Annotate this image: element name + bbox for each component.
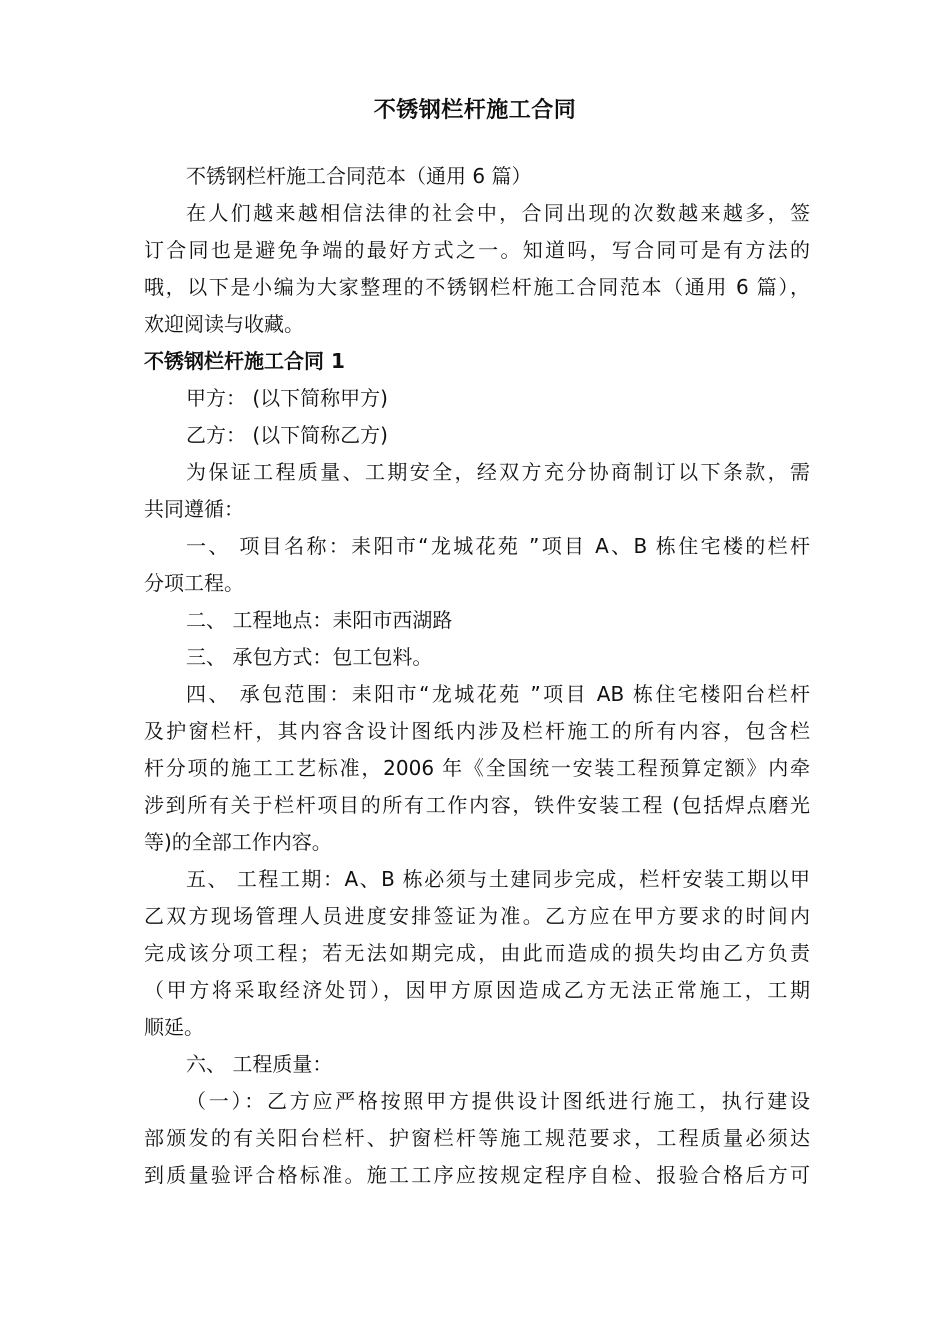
clause-line: 完成该分项工程；若无法如期完成，由此而造成的损失均由乙方负责 (144, 941, 810, 965)
clause-line: 涉到所有关于栏杆项目的所有工作内容，铁件安装工程 (包括焊点磨光 (144, 793, 810, 817)
intro-line: 在人们越来越相信法律的社会中，合同出现的次数越来越多，签 (186, 201, 810, 225)
clause-line: 三、 承包方式：包工包料。 (186, 645, 433, 669)
clause-line: 及护窗栏杆，其内容含设计图纸内涉及栏杆施工的所有内容，包含栏 (144, 719, 810, 743)
clause-line: （一）：乙方应严格按照甲方提供设计图纸进行施工，执行建设 (186, 1089, 810, 1113)
clause-line: 四、 承包范围：耒阳市“龙城花苑 ”项目 AB 栋住宅楼阳台栏杆 (186, 682, 810, 706)
party-b-line: 乙方： (以下简称乙方) (186, 423, 388, 447)
clause-line: 顺延。 (144, 1015, 204, 1039)
document-body (144, 158, 810, 1194)
intro-line: 订合同也是避免争端的最好方式之一。知道吗，写合同可是有方法的 (144, 238, 810, 262)
document-title: 不锈钢栏杆施工合同 (373, 98, 577, 123)
clause-line: 等)的全部工作内容。 (144, 830, 332, 854)
party-a-line: 甲方： (以下简称甲方) (186, 386, 388, 410)
paragraph-line: 为保证工程质量、工期安全，经双方充分协商制订以下条款，需 (186, 460, 810, 484)
intro-line: 欢迎阅读与收藏。 (144, 312, 304, 336)
clause-line: 杆分项的施工工艺标准，2006 年《全国统一安装工程预算定额》内牵 (144, 756, 810, 780)
clause-line: 分项工程。 (144, 571, 244, 595)
subtitle-line: 不锈钢栏杆施工合同范本（通用 6 篇） (186, 164, 532, 188)
paragraph-line: 共同遵循： (144, 497, 244, 521)
clause-line: 一、 项目名称：耒阳市“龙城花苑 ”项目 A、B 栋住宅楼的栏杆 (186, 534, 810, 558)
clause-line: 五、 工程工期：A、B 栋必须与土建同步完成，栏杆安装工期以甲 (186, 867, 810, 891)
clause-line: 六、 工程质量： (186, 1052, 333, 1076)
section-heading: 不锈钢栏杆施工合同 1 (144, 349, 345, 373)
clause-line: 部颁发的有关阳台栏杆、护窗栏杆等施工规范要求，工程质量必须达 (144, 1126, 810, 1150)
clause-line: （甲方将采取经济处罚），因甲方原因造成乙方无法正常施工，工期 (144, 978, 810, 1002)
clause-line: 到质量验评合格标准。施工工序应按规定程序自检、报验合格后方可 (144, 1163, 810, 1187)
clause-line: 二、 工程地点：耒阳市西湖路 (186, 608, 453, 632)
intro-line: 哦，以下是小编为大家整理的不锈钢栏杆施工合同范本（通用 6 篇）， (144, 275, 810, 299)
clause-line: 乙双方现场管理人员进度安排签证为准。乙方应在甲方要求的时间内 (144, 904, 810, 928)
